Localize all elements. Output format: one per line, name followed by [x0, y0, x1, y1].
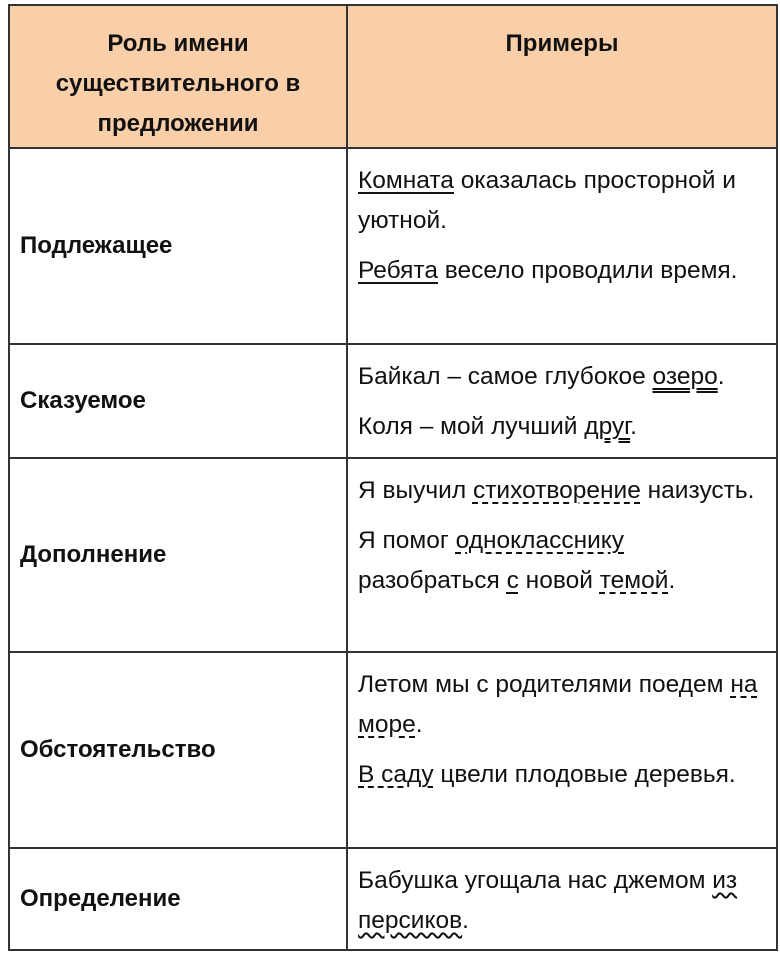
example-sentence [358, 251, 766, 291]
examples-cell [347, 458, 777, 652]
example-sentence [358, 471, 766, 511]
predicate-word: друг [584, 413, 631, 440]
sentence-text: Коля – мой лучший [358, 413, 585, 440]
role-cell: Сказуемое [9, 344, 347, 458]
object-word: темой [599, 567, 669, 594]
object-word: с [506, 567, 519, 594]
header-row [9, 5, 777, 148]
examples-cell [347, 344, 777, 458]
sentence-text: оказалась просторной и уютной. [358, 167, 736, 234]
sentence-text: Я выучил [358, 477, 473, 504]
sentence-text: наизусть. [640, 477, 755, 504]
object-word: однокласснику [455, 527, 625, 554]
header-role-line: предложении [97, 110, 259, 137]
noun-roles-table [8, 4, 778, 951]
adverbial-word: на море [358, 671, 758, 738]
sentence-text: Бабушка угощала нас джемом [358, 867, 713, 894]
sentence-text: цвели плодовые деревья. [433, 761, 736, 788]
header-role-line: Роль имени [107, 30, 249, 57]
table-row [9, 344, 777, 458]
role-cell: Дополнение [9, 458, 347, 652]
header-examples [347, 5, 777, 148]
sentence-text: Байкал – самое глубокое [358, 363, 653, 390]
examples-cell [347, 848, 777, 950]
examples-cell [347, 148, 777, 344]
sentence-text: Летом мы с родителями поедем [358, 671, 731, 698]
table-row [9, 848, 777, 950]
sentence-text: . [415, 711, 423, 738]
example-sentence [358, 521, 766, 601]
sentence-text: . [668, 567, 676, 594]
table-row [9, 148, 777, 344]
sentence-text: весело проводили время. [437, 257, 738, 284]
attribute-word: из персиков [358, 867, 738, 934]
role-cell: Подлежащее [9, 148, 347, 344]
example-sentence [358, 357, 766, 397]
header-role-line: существительного в [55, 70, 301, 97]
example-sentence [358, 407, 766, 447]
subject-word: Ребята [358, 257, 438, 284]
role-cell: Обстоятельство [9, 652, 347, 848]
adverbial-word: В саду [358, 761, 434, 788]
header-examples-label: Примеры [505, 30, 619, 57]
subject-word: Комната [358, 167, 454, 194]
sentence-text: новой [518, 567, 600, 594]
sentence-text: . [462, 907, 469, 934]
header-role [9, 5, 347, 148]
sentence-text: . [717, 363, 725, 390]
role-cell: Определение [9, 848, 347, 950]
example-sentence [358, 755, 766, 795]
example-sentence [358, 665, 766, 745]
examples-cell [347, 652, 777, 848]
object-word: стихотворение [472, 477, 641, 504]
sentence-text: разобраться [358, 567, 507, 594]
example-sentence [358, 161, 766, 241]
predicate-word: озеро [652, 363, 718, 390]
table-row [9, 458, 777, 652]
table-row [9, 652, 777, 848]
example-sentence [358, 861, 766, 941]
sentence-text: Я помог [358, 527, 456, 554]
sentence-text: . [630, 413, 637, 440]
